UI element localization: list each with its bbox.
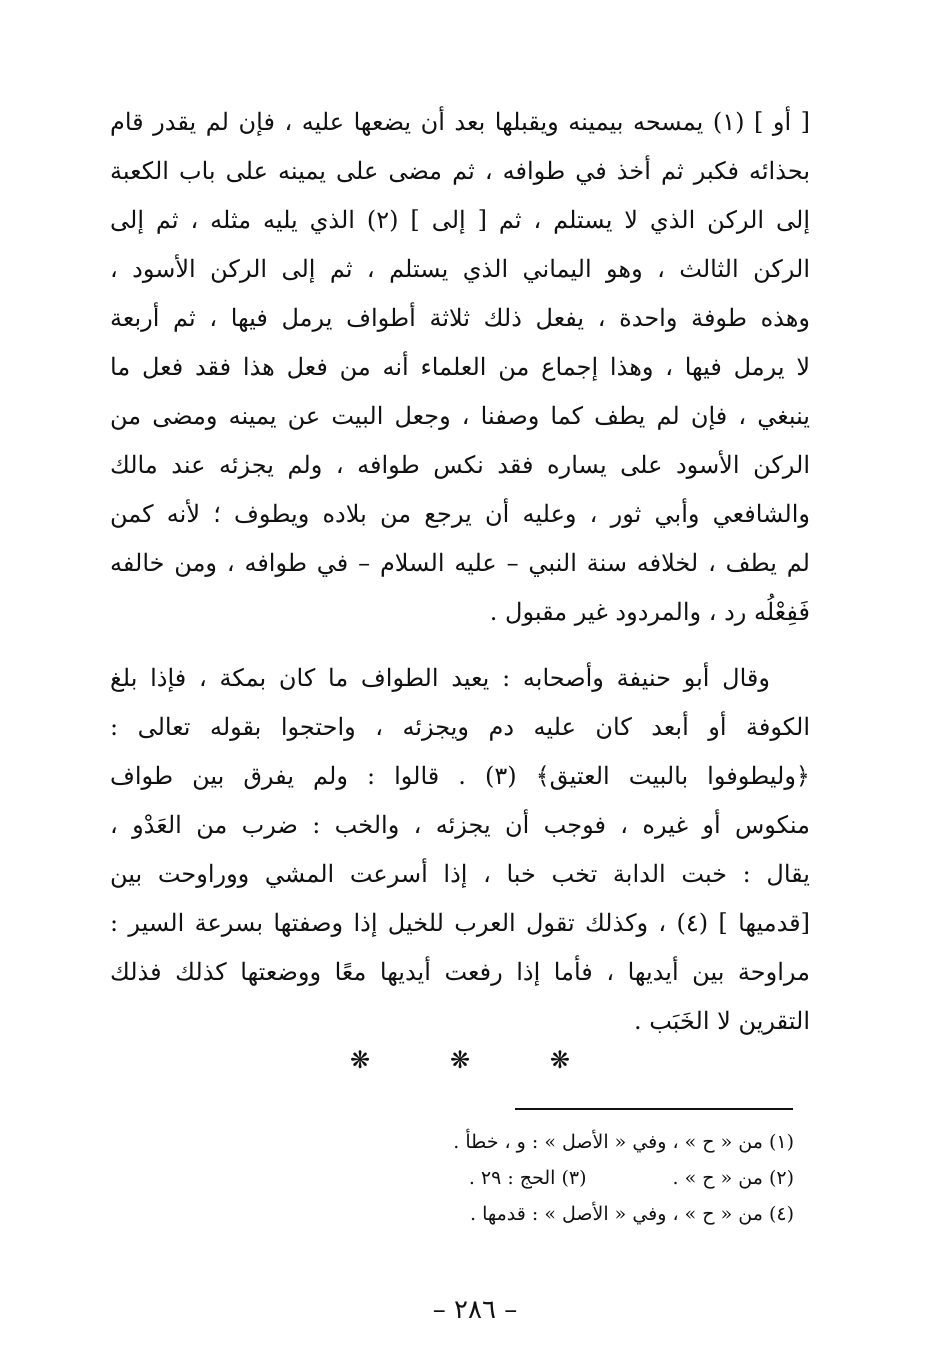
paragraph-line: إلى الركن الذي لا يستلم ، ثم [ إلى ] (٢) الذي يليه مثله ، ثم إلى [110,206,810,234]
paragraph-line: وقال أبو حنيفة وأصحابه : يعيد الطواف ما كان بمكة ، فإذا بلغ [110,664,770,692]
paragraph-line: الكوفة أو أبعد كان عليه دم ويجزئه ، واحتجوا بقوله تعالى : [110,713,810,741]
paragraph-line: لم يطف ، لخلافه سنة النبي – عليه السلام – في طوافه ، ومن خالفه [110,549,810,577]
paragraph-line: لا يرمل فيها ، وهذا إجماع من العلماء أنه من فعل هذا فقد فعل ما [110,353,810,381]
paragraph-line: يقال : خبت الدابة تخب خبا ، إذا أسرعت المشي ووراوحت بين [110,860,810,888]
footnote-3: (٣) الحج : ٢٩ . [468,1167,587,1189]
footnote-1: (١) من « ح » ، وفي « الأصل » : و ، خطأ . [453,1131,794,1153]
paragraph-line: وهذه طوفة واحدة ، يفعل ذلك ثلاثة أطواف يرمل فيها ، ثم أربعة [110,304,810,332]
footnote-row-2 [374,1160,794,1196]
asterism-icon: ❋ [549,1046,570,1074]
paragraph-line: مراوحة بين أيديها ، فأما إذا رفعت أيديها معًا ووضعتها كذلك فذلك [110,958,810,986]
paragraph-line: الركن الأسود على يساره فقد نكس طوافه ، ولم يجزئه عند مالك [110,451,810,479]
paragraph-line: التقرين لا الخَبَب . [633,1007,810,1035]
main-paragraph-1 [110,98,810,637]
paragraph-line: بحذائه فكبر ثم أخذ في طوافه ، ثم مضى على يمينه على باب الكعبة [110,157,810,185]
paragraph-line: الركن الثالث ، وهو اليماني الذي يستلم ، ثم إلى الركن الأسود ، [110,255,810,283]
paragraph-line: [قدميها ] (٤) ، وكذلك تقول العرب للخيل إذا وصفتها بسرعة السير : [110,909,810,937]
page-number: – ٢٨٦ – [432,1295,518,1325]
main-paragraph-2 [110,654,810,1046]
paragraph-line: والشافعي وأبي ثور ، وعليه أن يرجع من بلاده ويطوف ؛ لأنه كمن [110,500,810,528]
asterism-icon: ❋ [449,1046,471,1074]
footnote-4: (٤) من « ح » ، وفي « الأصل » : قدمها . [469,1203,794,1225]
paragraph-line: [ أو ] (١) يمسحه بيمينه ويقبلها بعد أن يضعها عليه ، فإن لم يقدر قام [110,108,810,136]
paragraph-line: ﴿وليطوفوا بالبيت العتيق﴾ (٣) . قالوا : ولم يفرق بين طواف [110,762,810,790]
paragraph-line: منكوس أو غيره ، فوجب أن يجزئه ، والخب : ضرب من العَدْو ، [110,811,810,839]
footnote-2: (٢) من « ح » . [672,1167,794,1189]
section-separator [350,1040,570,1080]
paragraph-line: ينبغي ، فإن لم يطف كما وصفنا ، وجعل البيت عن يمينه ومضى من [110,402,810,430]
footnotes [374,1124,794,1232]
asterism-icon: ❋ [350,1046,371,1074]
paragraph-line: فَفِعْلُه رد ، والمردود غير مقبول . [489,598,810,626]
footnote-rule [515,1108,793,1110]
